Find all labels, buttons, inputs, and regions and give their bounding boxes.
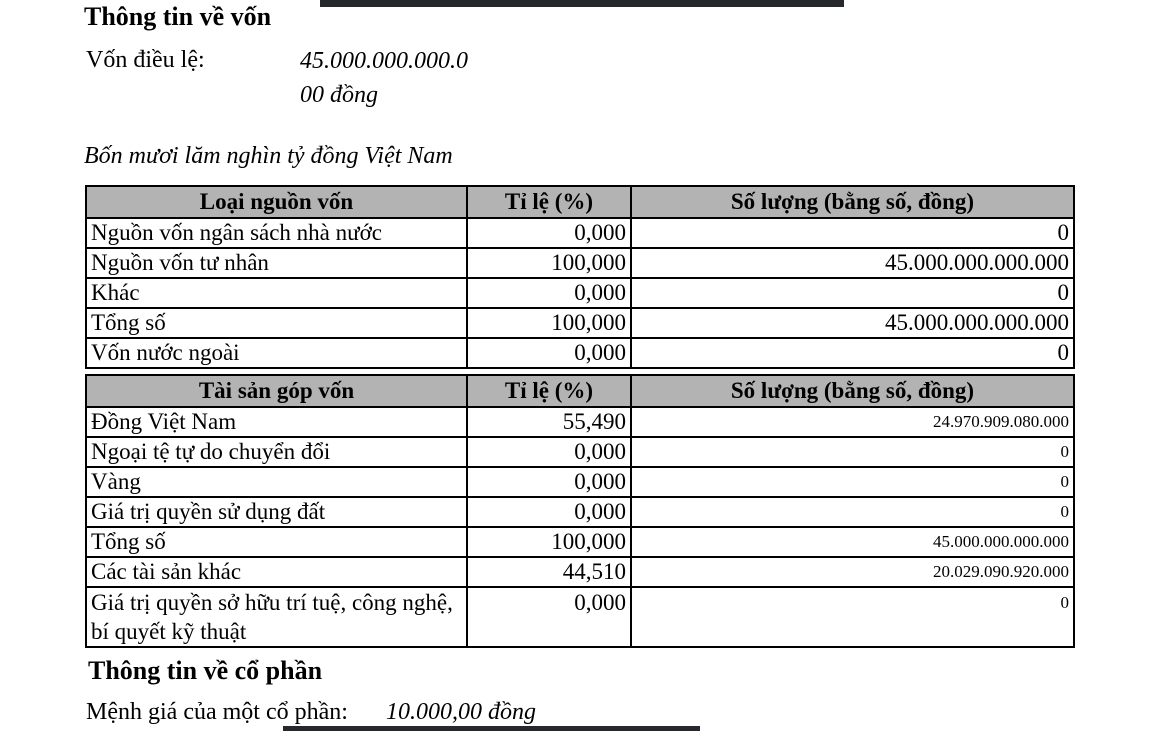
amount-in-words: Bốn mươi lăm nghìn tỷ đồng Việt Nam — [84, 143, 453, 169]
charter-capital-value-line1: 45.000.000.000.0 — [300, 48, 468, 74]
table-header-row — [86, 375, 1074, 407]
table-row — [86, 467, 1074, 497]
par-value: 10.000,00 đồng — [386, 699, 536, 725]
table-row — [86, 587, 1074, 647]
charter-capital-value-line2: 00 đồng — [300, 82, 378, 108]
row-label: Tổng số — [86, 308, 467, 338]
table-row — [86, 557, 1074, 587]
row-label: Khác — [86, 278, 467, 308]
table-row — [86, 278, 1074, 308]
col-header-ratio: Tỉ lệ (%) — [467, 375, 631, 407]
capital-source-table — [85, 185, 1075, 369]
col-header-amount: Số lượng (bằng số, đồng) — [631, 186, 1074, 218]
row-ratio: 55,490 — [467, 407, 631, 437]
table-row — [86, 437, 1074, 467]
row-ratio: 100,000 — [467, 248, 631, 278]
row-amount: 45.000.000.000.000 — [631, 248, 1074, 278]
row-label: Giá trị quyền sở hữu trí tuệ, công nghệ, bí quyết kỹ thuật — [86, 587, 467, 647]
row-amount: 0 — [631, 338, 1074, 368]
section-heading-shares: Thông tin về cổ phần — [88, 656, 323, 685]
row-label: Giá trị quyền sử dụng đất — [86, 497, 467, 527]
row-ratio: 0,000 — [467, 338, 631, 368]
table-row — [86, 308, 1074, 338]
table-row — [86, 407, 1074, 437]
col-header-source-type: Loại nguồn vốn — [86, 186, 467, 218]
row-ratio: 0,000 — [467, 467, 631, 497]
row-ratio: 0,000 — [467, 497, 631, 527]
col-header-asset-type: Tài sản góp vốn — [86, 375, 467, 407]
row-ratio: 100,000 — [467, 308, 631, 338]
section-heading-capital: Thông tin về vốn — [84, 2, 272, 31]
row-amount: 45.000.000.000.000 — [631, 527, 1074, 557]
row-ratio: 0,000 — [467, 278, 631, 308]
asset-contribution-table — [85, 374, 1075, 648]
row-amount: 0 — [631, 587, 1074, 647]
col-header-amount: Số lượng (bằng số, đồng) — [631, 375, 1074, 407]
col-header-ratio: Tỉ lệ (%) — [467, 186, 631, 218]
row-label: Các tài sản khác — [86, 557, 467, 587]
top-dark-bar — [320, 0, 844, 7]
charter-capital-label: Vốn điều lệ: — [86, 47, 205, 73]
row-label: Tổng số — [86, 527, 467, 557]
row-amount: 0 — [631, 218, 1074, 248]
bottom-dark-bar — [283, 726, 700, 731]
row-amount: 45.000.000.000.000 — [631, 308, 1074, 338]
row-ratio: 0,000 — [467, 218, 631, 248]
table-row — [86, 338, 1074, 368]
row-label: Vốn nước ngoài — [86, 338, 467, 368]
row-amount: 0 — [631, 497, 1074, 527]
row-ratio: 100,000 — [467, 527, 631, 557]
row-amount: 20.029.090.920.000 — [631, 557, 1074, 587]
row-label: Ngoại tệ tự do chuyển đổi — [86, 437, 467, 467]
charter-capital-value — [300, 44, 468, 112]
row-ratio: 0,000 — [467, 437, 631, 467]
row-amount: 0 — [631, 467, 1074, 497]
row-amount: 0 — [631, 437, 1074, 467]
row-ratio: 44,510 — [467, 557, 631, 587]
row-label: Đồng Việt Nam — [86, 407, 467, 437]
table-row — [86, 497, 1074, 527]
row-label: Vàng — [86, 467, 467, 497]
row-label: Nguồn vốn tư nhân — [86, 248, 467, 278]
par-value-label: Mệnh giá của một cổ phần: — [86, 699, 348, 725]
row-ratio: 0,000 — [467, 587, 631, 647]
table-header-row — [86, 186, 1074, 218]
table-row — [86, 248, 1074, 278]
row-label: Nguồn vốn ngân sách nhà nước — [86, 218, 467, 248]
table-row — [86, 218, 1074, 248]
row-amount: 0 — [631, 278, 1074, 308]
table-row — [86, 527, 1074, 557]
row-amount: 24.970.909.080.000 — [631, 407, 1074, 437]
